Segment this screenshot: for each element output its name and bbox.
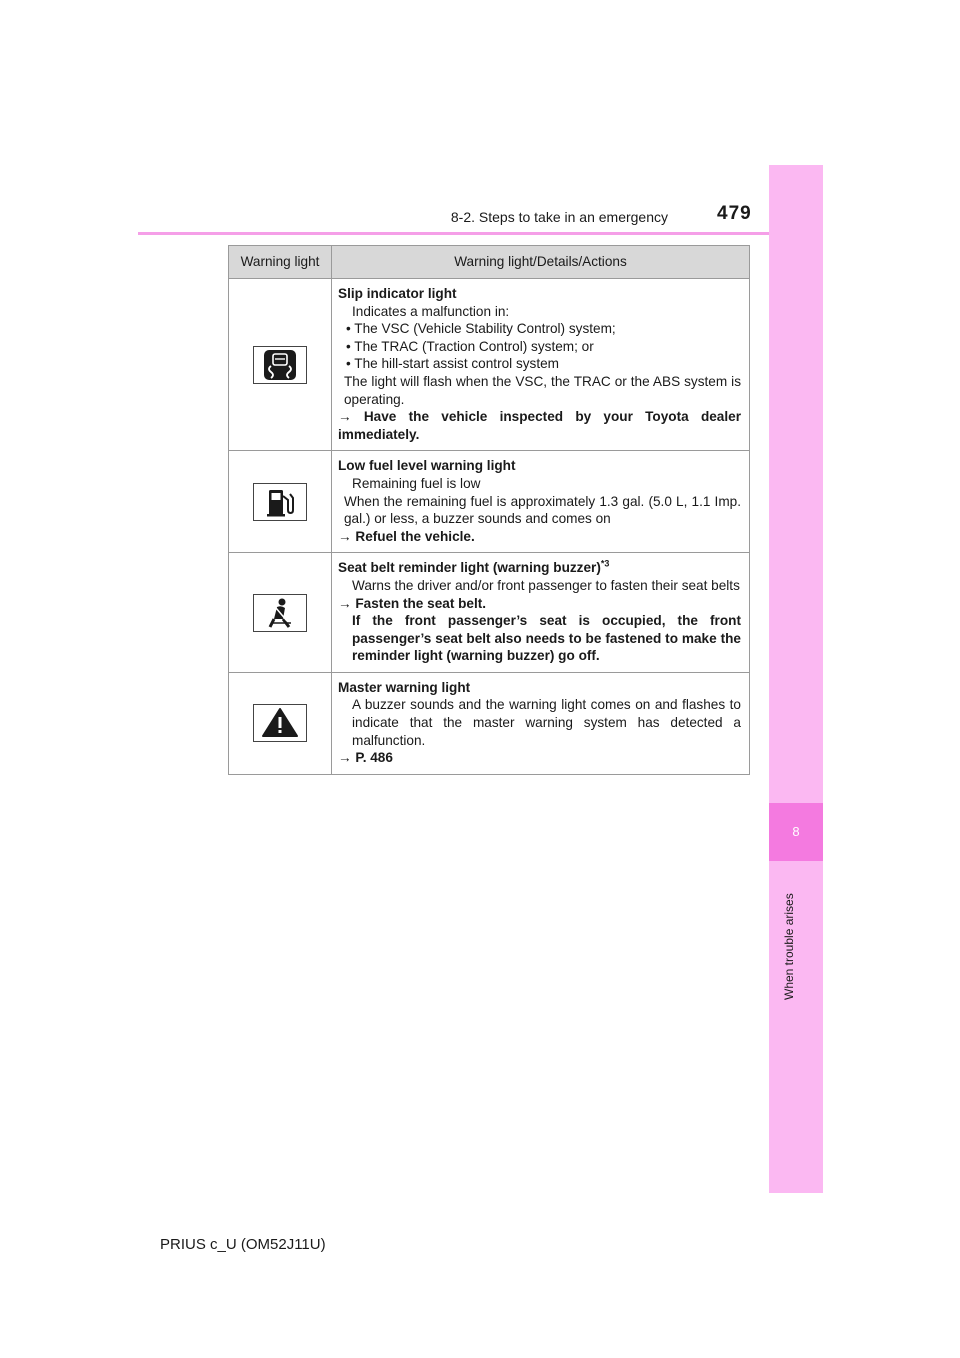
details-cell [332, 279, 750, 451]
slip-indicator-icon [253, 346, 307, 384]
action-text: Have the vehicle inspected by your Toyota dealer immediately. [338, 409, 741, 442]
row-title: Master warning light [338, 679, 471, 695]
row-action [338, 749, 741, 767]
row-line: Warns the driver and/or front passenger to fasten their seat belts [352, 577, 740, 593]
row-title: Low fuel level warning light [338, 458, 516, 474]
footnote-ref: *3 [600, 558, 610, 569]
table-row [229, 553, 750, 673]
col-header-details: Warning light/Details/Actions [332, 246, 750, 279]
row-title [338, 559, 741, 577]
details-cell [332, 672, 750, 774]
footer-model-code: PRIUS c_U (OM52J11U) [160, 1236, 326, 1253]
row-title: Slip indicator light [338, 286, 457, 301]
col-header-warning-light: Warning light [229, 246, 332, 279]
page-reference-link[interactable]: P. 486 [355, 750, 393, 766]
arrow-symbol: → [338, 528, 352, 544]
chapter-label: When trouble arises [782, 893, 796, 1000]
table-header-row [229, 246, 750, 279]
icon-cell [229, 672, 332, 774]
table-row [229, 279, 750, 451]
row-line: • The VSC (Vehicle Stability Control) system; [346, 321, 616, 337]
action-text: Refuel the vehicle. [355, 528, 475, 544]
table-row [229, 451, 750, 553]
section-title: 8-2. Steps to take in an emergency [450, 209, 668, 225]
warning-light-table [228, 245, 750, 775]
row-line: • The hill-start assist control system [346, 356, 560, 372]
row-title-text: Seat belt reminder light (warning buzzer) [338, 560, 601, 576]
row-action [338, 595, 741, 613]
row-line: • The TRAC (Traction Control) system; or [346, 338, 594, 354]
row-line: Remaining fuel is low [352, 475, 481, 491]
row-line: A buzzer sounds and the warning light comes on and flashes to indicate that the master warning system has detected a malfunction. [352, 697, 741, 748]
chapter-side-tab [769, 165, 823, 1193]
row-line: When the remaining fuel is approximately 1.3 gal. (5.0 L, 1.1 Imp. gal.) or less, a buzzer sounds and comes on [344, 493, 741, 527]
master-warning-icon [253, 704, 307, 742]
icon-cell [229, 451, 332, 553]
fuel-pump-icon [253, 483, 307, 521]
page-number: 479 [717, 203, 752, 224]
header-rule [138, 232, 823, 235]
row-line: Indicates a malfunction in: [352, 303, 510, 319]
action-note: If the front passenger’s seat is occupied, the front passenger’s seat belt also needs to be fastened to make the reminder light (warning buzzer) go off. [352, 613, 741, 664]
arrow-symbol: → [338, 409, 352, 425]
icon-cell [229, 279, 332, 451]
row-action [338, 408, 741, 443]
details-cell [332, 451, 750, 553]
chapter-number: 8 [769, 803, 823, 861]
seat-belt-icon [253, 594, 307, 632]
icon-cell [229, 553, 332, 673]
row-action [338, 528, 741, 546]
arrow-symbol: → [338, 595, 352, 611]
row-line: The light will flash when the VSC, the TRAC or the ABS system is operating. [344, 373, 741, 407]
details-cell [332, 553, 750, 673]
action-text: Fasten the seat belt. [355, 595, 487, 611]
table-row [229, 672, 750, 774]
arrow-symbol: → [338, 750, 352, 766]
